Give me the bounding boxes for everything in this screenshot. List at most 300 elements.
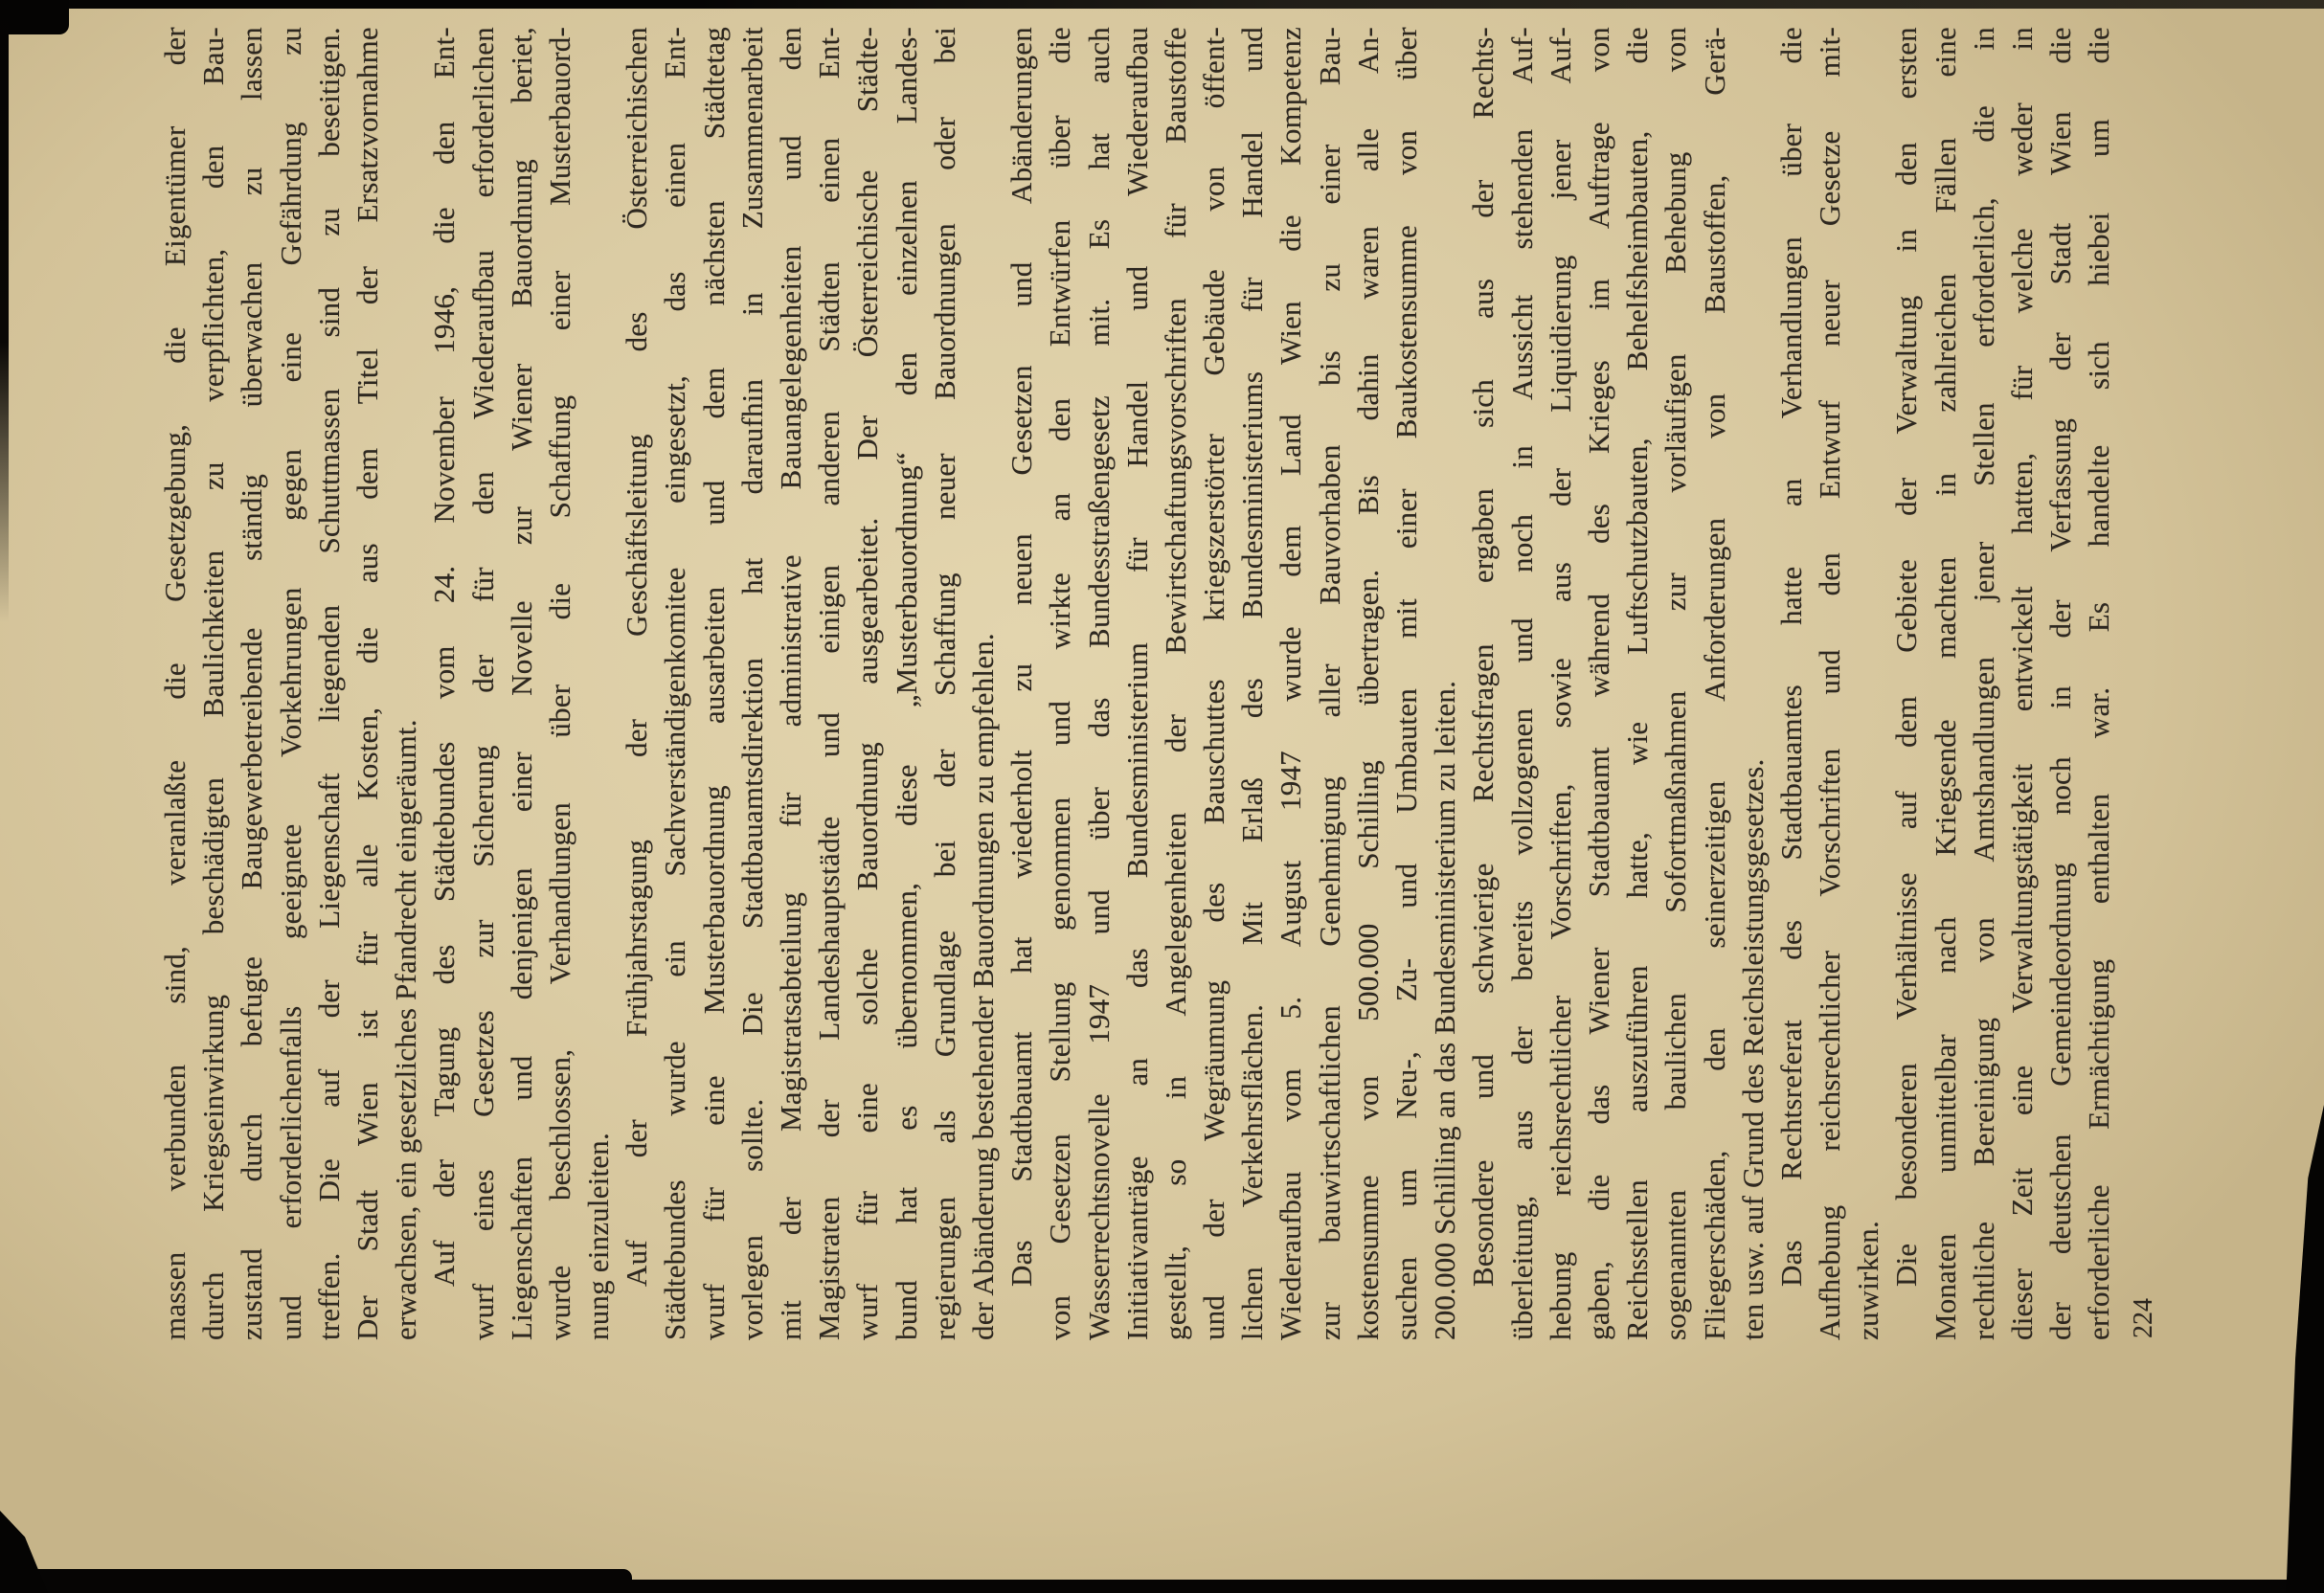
word: wurf: [465, 1283, 500, 1340]
word: die: [427, 207, 462, 244]
word: weder: [2005, 102, 2039, 176]
word: Magistratsabteilung: [774, 891, 807, 1133]
word: administrative: [774, 554, 807, 728]
text-line: [1195, 27, 1233, 1340]
word: den: [465, 471, 500, 515]
word: auf: [311, 1068, 346, 1108]
text-line: [1887, 27, 1926, 1340]
word: Wiener: [504, 363, 538, 451]
word: Stellen: [1966, 402, 2000, 486]
word: Städtebundes: [658, 1179, 692, 1340]
word: erforderlichenfalls: [273, 1005, 307, 1229]
word: und: [774, 135, 807, 181]
text-line: [1503, 27, 1542, 1340]
text-line: [1388, 27, 1426, 1340]
word: vollzogenen: [1504, 707, 1539, 856]
word: wurf: [850, 1283, 885, 1340]
word: in: [734, 292, 769, 316]
word: bauwirtschaftlichen: [1312, 1005, 1346, 1244]
word: Baukostensumme: [1389, 224, 1423, 439]
word: Auf: [427, 1240, 462, 1287]
word: Bau-: [1312, 27, 1346, 86]
text-line: 200.000 Schilling an das Bundesministerium zu leiten.: [1428, 680, 1462, 1340]
word: Bauvorhaben: [1312, 444, 1346, 605]
word: Aufhebung: [1813, 1204, 1847, 1340]
word: sich: [2082, 341, 2116, 390]
word: dahin: [1350, 353, 1385, 421]
text-line: [772, 27, 810, 1340]
text-line: [848, 27, 887, 1340]
word: Vorschriften: [1813, 748, 1847, 897]
word: der: [620, 1119, 654, 1158]
word: auf: [1889, 790, 1924, 830]
word: alle: [1350, 127, 1385, 172]
word: eine: [1928, 27, 1962, 78]
text-line: [2003, 27, 2042, 1340]
word: Verhandlungen: [1773, 236, 1808, 419]
word: der: [2043, 332, 2078, 371]
text-line: erwachsen, ein gesetzliches Pfandrecht eingeräumt.: [389, 719, 423, 1340]
paragraph: [1772, 27, 1888, 1340]
word: Eigentümer: [158, 125, 192, 267]
word: Bundesministerium: [1119, 641, 1154, 879]
word: Bauschuttes: [1197, 679, 1231, 825]
word: 24.: [427, 565, 462, 604]
word: des: [427, 944, 462, 985]
word: Fällen: [1928, 137, 1962, 213]
word: mit: [1389, 598, 1423, 639]
word: es: [889, 1105, 923, 1131]
word: Verwaltungstätigkeit: [2005, 763, 2039, 1014]
word: vom: [427, 645, 462, 700]
word: wurf: [696, 1283, 731, 1340]
word: seinerzeitigen: [1697, 780, 1731, 949]
word: Erlaß: [1235, 776, 1270, 842]
word: der: [812, 1099, 846, 1138]
word: Rechtsreferat: [1773, 1020, 1808, 1180]
word: anderen: [812, 411, 846, 506]
word: Österreichische: [850, 169, 885, 358]
text-line: [1272, 27, 1310, 1340]
word: verbunden: [158, 1064, 192, 1192]
paragraph: [425, 27, 618, 1340]
word: jener: [1543, 139, 1577, 200]
word: die: [158, 326, 192, 364]
word: hatte,: [1620, 832, 1655, 899]
word: Städten: [812, 261, 846, 352]
word: hat: [889, 1186, 923, 1224]
word: lichen: [1235, 1267, 1270, 1340]
word: war.: [2082, 686, 2116, 739]
text-line: [2080, 27, 2118, 1340]
word: Bauordnungen: [927, 222, 961, 400]
word: der: [311, 979, 346, 1019]
word: durch: [196, 1271, 231, 1340]
word: bei: [927, 840, 961, 878]
word: einigen: [812, 564, 846, 654]
word: Neu-,: [1389, 1051, 1423, 1119]
word: Aussicht: [1504, 294, 1539, 400]
word: Stadt: [2043, 222, 2078, 285]
word: die: [350, 626, 384, 664]
word: Musterbauordnung: [696, 785, 731, 1015]
word: und: [1389, 863, 1423, 909]
word: zu: [1004, 662, 1039, 692]
word: aus: [350, 543, 384, 584]
word: Gesetzgebung,: [158, 423, 192, 602]
word: zur: [504, 505, 538, 546]
word: und: [1081, 889, 1116, 935]
word: das: [1581, 1084, 1615, 1125]
text-line: [733, 27, 772, 1340]
word: das: [658, 271, 692, 312]
word: Wiederaufbau: [1274, 1171, 1308, 1340]
word: und: [1235, 27, 1270, 73]
word: der: [620, 718, 654, 757]
word: zur: [1312, 1301, 1346, 1340]
word: ausarbeiten: [696, 586, 731, 725]
word: Krieges: [1581, 360, 1615, 454]
word: Schaffung: [542, 394, 576, 519]
word: reichsrechtlicher: [1813, 950, 1847, 1152]
word: des: [1197, 882, 1231, 923]
word: als: [927, 1110, 961, 1144]
word: kriegszerstörter: [1197, 433, 1231, 621]
word: von: [1389, 129, 1423, 176]
word: einen: [812, 137, 846, 203]
word: neuen: [1004, 533, 1039, 606]
word: Zusammenarbeit: [734, 27, 769, 230]
word: November: [427, 396, 462, 524]
word: von: [1658, 27, 1693, 73]
word: zu: [235, 167, 269, 196]
word: die: [1773, 27, 1808, 64]
word: Besondere: [1466, 1159, 1500, 1287]
text-line: ten usw. auf Grund des Reichsleistungsgesetzes.: [1735, 758, 1770, 1340]
text-line: [1349, 27, 1388, 1340]
word: den: [889, 351, 923, 396]
word: einer: [1389, 488, 1423, 550]
word: Stadt: [350, 1189, 384, 1252]
word: wurde: [658, 1041, 692, 1116]
word: Wien: [350, 1082, 384, 1147]
word: des: [1581, 503, 1615, 544]
word: hatte: [1773, 566, 1808, 625]
paragraph: [156, 27, 425, 1340]
word: aus: [1466, 278, 1500, 319]
text-line: [1080, 27, 1118, 1340]
word: einer: [542, 270, 576, 331]
word: August: [1274, 860, 1308, 948]
word: und: [696, 480, 731, 526]
word: diese: [889, 764, 923, 826]
word: Liquidierung: [1543, 255, 1577, 413]
word: der: [1504, 1025, 1539, 1066]
word: Gesetze: [1813, 130, 1847, 227]
word: gestellt,: [1158, 1245, 1192, 1340]
text-line: der Abänderung bestehender Bauordnungen zu empfehlen.: [965, 633, 1000, 1340]
word: in: [2005, 27, 2039, 51]
word: eine: [2005, 1065, 2039, 1116]
word: Bewirtschaftungsvorschriften: [1158, 298, 1192, 655]
word: Baustoffen,: [1697, 174, 1731, 314]
text-line: [2042, 27, 2080, 1340]
text-line: [1233, 27, 1272, 1340]
word: beschlossen,: [542, 1048, 576, 1201]
word: Gefährdung: [273, 122, 307, 266]
word: in: [1889, 228, 1924, 253]
word: Die: [311, 1157, 346, 1202]
word: genommen: [1043, 796, 1077, 931]
word: überwachen: [235, 261, 269, 408]
word: Titel: [350, 348, 384, 405]
word: entwickelt: [2005, 586, 2039, 712]
word: Wien: [2043, 111, 2078, 175]
word: beschädigten: [196, 776, 231, 935]
word: Auf: [620, 1240, 654, 1287]
word: Initiativanträge: [1119, 1155, 1154, 1340]
word: Wasserrechtsnovelle: [1081, 1093, 1116, 1340]
word: und: [1197, 1294, 1231, 1340]
word: Die: [734, 992, 769, 1036]
word: neuer: [927, 453, 961, 521]
word: einzelnen: [889, 180, 923, 296]
paragraph: [1003, 27, 1464, 1340]
text-line: [810, 27, 848, 1340]
word: über: [542, 684, 576, 738]
word: Es: [2082, 601, 2116, 633]
word: während: [1581, 593, 1615, 698]
word: und: [1043, 700, 1077, 747]
word: für: [465, 567, 500, 602]
text-line: [233, 27, 271, 1340]
word: in: [1158, 1075, 1192, 1100]
word: Bereinigung: [1966, 1017, 2000, 1167]
word: Novelle: [504, 600, 538, 696]
word: ausgearbeitet.: [850, 517, 885, 684]
word: Das: [1004, 1240, 1039, 1287]
text-line: [1618, 27, 1657, 1340]
word: bei: [927, 27, 961, 64]
text-line: [1811, 27, 1849, 1340]
word: stehenden: [1504, 128, 1539, 250]
word: zu: [1312, 262, 1346, 292]
word: Bau-: [196, 27, 231, 86]
word: der: [1889, 477, 1924, 516]
word: Rechtsfragen: [1466, 643, 1500, 803]
word: Bundesministeriums: [1235, 370, 1270, 619]
word: der: [427, 1158, 462, 1198]
word: Kriegseinwirkung: [196, 994, 231, 1212]
page-text: [156, 27, 2119, 1340]
word: Sofortmaßnahmen: [1658, 690, 1693, 913]
word: Zeit: [2005, 1167, 2039, 1217]
text-line: [425, 27, 463, 1340]
word: Verhandlungen: [542, 802, 576, 985]
word: sich: [1466, 379, 1500, 428]
word: welche: [2005, 228, 2039, 314]
word: Der: [850, 415, 885, 460]
word: Behebung: [1658, 151, 1693, 274]
word: für: [1119, 537, 1154, 573]
text-line: [888, 27, 926, 1340]
word: übertragen.: [1350, 569, 1385, 707]
text-line: [1965, 27, 2003, 1340]
word: Bauordnung: [504, 159, 538, 308]
word: und: [1466, 1053, 1500, 1100]
word: Landeshauptstädte: [812, 816, 846, 1041]
word: den: [427, 121, 462, 165]
word: jener: [1966, 541, 2000, 602]
word: Die: [1889, 1243, 1924, 1287]
word: dem: [696, 367, 731, 419]
word: und: [504, 1055, 538, 1101]
word: hat: [1004, 936, 1039, 974]
word: vom: [1274, 1068, 1308, 1122]
word: neuer: [1813, 280, 1847, 347]
word: Gemeindeordnung: [2043, 863, 2078, 1087]
word: solche: [850, 948, 885, 1025]
word: zu: [311, 208, 346, 236]
word: so: [1158, 1158, 1192, 1186]
text-line: [656, 27, 694, 1340]
text-line: [1311, 27, 1349, 1340]
word: 1947: [1274, 751, 1308, 811]
word: Stadtbauamt: [1004, 1031, 1039, 1182]
word: Auf-: [1543, 27, 1577, 84]
word: Verfassung: [2043, 417, 2078, 552]
word: treffen.: [311, 1252, 346, 1340]
word: rechtliche: [1966, 1221, 2000, 1340]
word: Der: [350, 1294, 384, 1340]
text-line: [1118, 27, 1157, 1340]
word: handelte: [2082, 444, 2116, 548]
word: und: [1813, 649, 1847, 695]
word: in: [1504, 445, 1539, 469]
word: Baustoffe: [1158, 27, 1192, 144]
word: Wiederaufbau: [1119, 27, 1154, 196]
page-number: 224: [2129, 1298, 2158, 1338]
word: die: [1581, 1174, 1615, 1211]
word: machten: [1928, 556, 1962, 659]
word: unmittelbar: [1928, 1034, 1962, 1174]
paragraph: [1887, 27, 2118, 1340]
word: über: [1043, 115, 1077, 168]
word: Kompetenz: [1274, 27, 1308, 166]
text-line: [349, 27, 387, 1340]
word: hat: [734, 557, 769, 595]
word: den: [1813, 552, 1847, 596]
word: wurde: [542, 1265, 576, 1340]
word: zur: [1658, 572, 1693, 612]
word: ersten: [1889, 27, 1924, 100]
word: die: [2043, 27, 2078, 64]
word: die: [2082, 27, 2116, 64]
word: für: [774, 792, 807, 828]
word: massen: [158, 1251, 192, 1340]
word: Städte-: [850, 27, 885, 113]
word: für: [1158, 203, 1192, 238]
word: besonderen: [1889, 1063, 1924, 1200]
text-line: [1657, 27, 1695, 1340]
word: Schaffung: [927, 572, 961, 696]
word: An-: [1350, 27, 1385, 74]
word: öffent-: [1197, 27, 1231, 109]
word: Mit: [1235, 901, 1270, 946]
word: hiebei: [2082, 212, 2116, 286]
word: der: [2043, 1301, 2078, 1340]
word: wie: [1620, 721, 1655, 766]
word: Abänderungen: [1004, 27, 1039, 204]
word: ist: [350, 1009, 384, 1039]
word: Stadtbauamt: [1581, 747, 1615, 898]
word: den: [196, 145, 231, 190]
word: Wegräumung: [1197, 979, 1231, 1142]
text-line: [1542, 27, 1580, 1340]
word: und: [1504, 617, 1539, 663]
word: einer: [1312, 144, 1346, 205]
word: die: [1274, 214, 1308, 252]
word: Rechts-: [1466, 27, 1500, 120]
word: Bauangelegenheiten: [774, 245, 807, 490]
word: hebung: [1543, 1251, 1577, 1340]
word: lassen: [235, 27, 269, 101]
word: Verkehrsflächen.: [1235, 1003, 1270, 1208]
word: des: [1773, 919, 1808, 960]
word: die: [1043, 27, 1077, 64]
word: über: [1773, 123, 1808, 177]
word: hat: [1081, 132, 1116, 170]
word: zahlreichen: [1928, 273, 1962, 413]
word: auch: [1081, 27, 1116, 84]
word: eine: [696, 1075, 731, 1126]
word: Auftrage: [1581, 122, 1615, 229]
word: von: [1043, 1294, 1077, 1340]
word: gegen: [273, 448, 307, 521]
word: Schilling: [1350, 760, 1385, 869]
word: regierungen: [927, 1196, 961, 1340]
word: dem: [1889, 695, 1924, 748]
word: Land: [1274, 414, 1308, 477]
word: beriet,: [504, 27, 538, 103]
word: mit: [774, 1300, 807, 1340]
word: Wiener: [1581, 947, 1615, 1035]
word: Bauordnung: [850, 741, 885, 891]
word: Österreichischen: [620, 27, 654, 230]
word: enthalten: [2082, 793, 2116, 905]
word: an: [1773, 478, 1808, 507]
word: Das: [1773, 1240, 1808, 1287]
word: der: [1466, 179, 1500, 218]
word: Musterbauord-: [542, 27, 576, 206]
word: von: [1350, 1075, 1385, 1121]
text-line: [156, 27, 194, 1340]
word: verpflichten,: [196, 248, 231, 402]
word: sind,: [158, 946, 192, 1004]
word: wiederholt: [1004, 750, 1039, 879]
word: Fliegerschäden,: [1697, 1150, 1731, 1340]
word: Kosten,: [350, 707, 384, 800]
word: um: [2082, 119, 2116, 158]
word: erforderlich,: [1966, 197, 2000, 348]
word: an: [1119, 1057, 1154, 1087]
word: ergaben: [1466, 488, 1500, 584]
word: Geschäftsleitung: [620, 434, 654, 637]
word: der: [2043, 599, 2078, 639]
word: eingesetzt,: [658, 375, 692, 504]
word: Gerä-: [1697, 27, 1731, 96]
word: 1946,: [427, 285, 462, 354]
